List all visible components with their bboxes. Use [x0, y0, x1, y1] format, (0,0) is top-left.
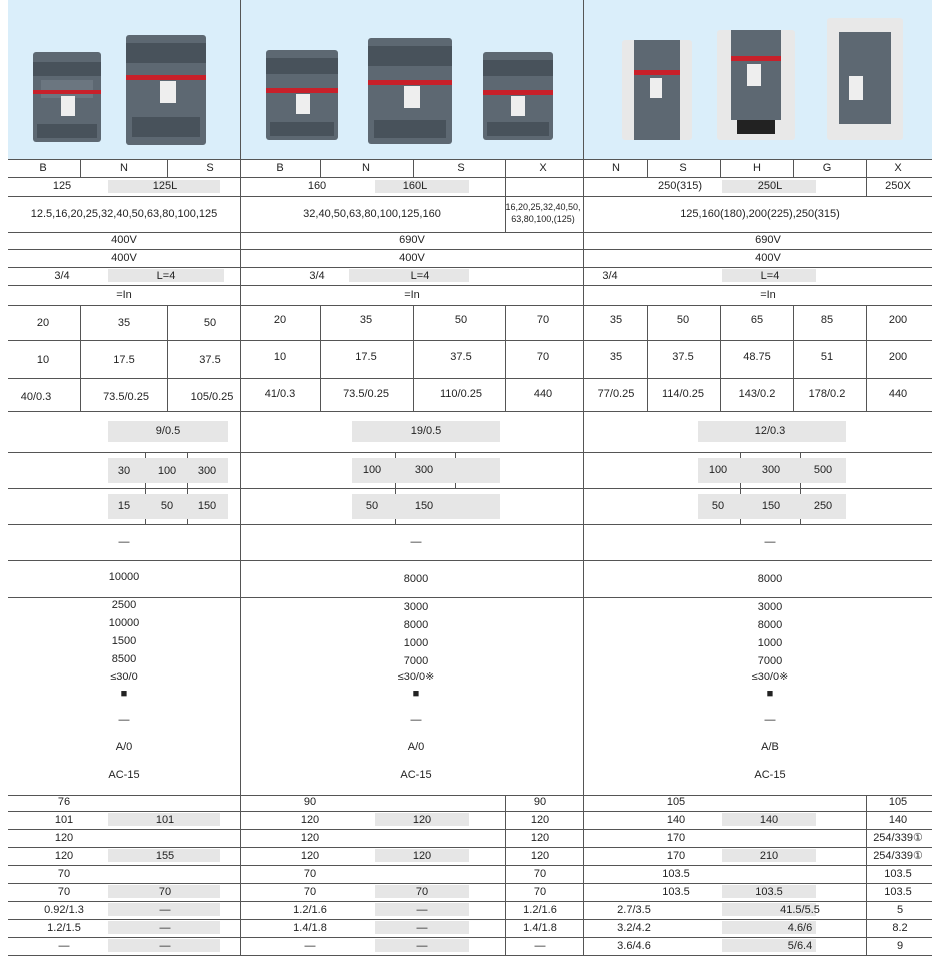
- dimension-value: 1.4/1.8: [523, 922, 557, 934]
- mechanical-life: 8000: [403, 573, 429, 585]
- dimension-value: 210: [759, 850, 779, 862]
- electrical-life: 8000: [403, 619, 429, 631]
- icu-value: 35: [359, 314, 373, 326]
- dash: —: [118, 714, 130, 726]
- rated-current: 250(315): [657, 180, 703, 192]
- dimension-value: 120: [530, 814, 550, 826]
- poles: 3/4: [54, 270, 70, 282]
- ics-value: 37.5: [450, 351, 472, 363]
- row-divider: [8, 811, 932, 812]
- ratio-value: 114/0.25: [661, 388, 705, 400]
- dimension-value: 120: [412, 814, 432, 826]
- time-value: ≤30/0※: [397, 671, 435, 683]
- dimension-value: 41.5/5.5: [780, 904, 820, 916]
- dimension-value: —: [534, 940, 546, 952]
- row-divider: [8, 196, 932, 197]
- dimension-value: 254/339①: [873, 832, 923, 844]
- row-divider: [8, 795, 932, 796]
- electrical-life: 1500: [111, 635, 137, 647]
- option-value: 250: [813, 500, 833, 512]
- poles: 3/4: [309, 270, 325, 282]
- option-value: 150: [414, 500, 434, 512]
- ac-category: AC-15: [400, 769, 432, 781]
- dimension-value: 155: [155, 850, 175, 862]
- product-photo-panel-1: [8, 0, 240, 159]
- short-time: 12/0.3: [754, 425, 786, 437]
- electrical-life: 8000: [757, 619, 783, 631]
- insulation-voltage: 400V: [111, 234, 137, 246]
- insulation-voltage: 690V: [399, 234, 425, 246]
- category: A/0: [407, 741, 425, 753]
- square-icon: ■: [766, 688, 774, 700]
- option-value: 100: [708, 464, 728, 476]
- dimension-value: 120: [300, 850, 320, 862]
- circuit-breaker-image: [584, 0, 932, 159]
- insulation-voltage: 690V: [755, 234, 781, 246]
- column-divider: [80, 159, 81, 177]
- electrical-life: 2500: [111, 599, 137, 611]
- column-header-type: B: [276, 162, 284, 174]
- column-divider: [720, 305, 721, 411]
- dimension-value: 2.7/3.5: [617, 904, 651, 916]
- dimension-value: 70: [415, 886, 429, 898]
- dimension-value: 120: [54, 832, 74, 844]
- row-divider: [8, 267, 932, 268]
- ics-value: 10: [36, 354, 50, 366]
- dimension-value: 120: [54, 850, 74, 862]
- column-divider: [647, 305, 648, 411]
- rated-current: 160L: [402, 180, 428, 192]
- column-divider: [413, 159, 414, 177]
- category: A/B: [761, 741, 779, 753]
- setting: =In: [760, 289, 776, 301]
- rated-current: 250L: [757, 180, 783, 192]
- dimension-value: 1.2/1.5: [47, 922, 81, 934]
- dimension-value: 70: [57, 868, 71, 880]
- column-header-type: G: [822, 162, 832, 174]
- short-time: 19/0.5: [410, 425, 442, 437]
- dash: —: [410, 714, 422, 726]
- ac-category: AC-15: [108, 769, 140, 781]
- column-header-type: B: [39, 162, 47, 174]
- column-header-type: X: [894, 162, 902, 174]
- column-divider: [505, 159, 506, 177]
- ratio-value: 440: [533, 388, 553, 400]
- ics-value: 17.5: [113, 354, 135, 366]
- column-divider: [720, 159, 721, 177]
- option-value: 30: [117, 465, 131, 477]
- rated-current: 125: [52, 180, 72, 192]
- operating-voltage: 400V: [111, 252, 137, 264]
- column-divider: [866, 159, 867, 177]
- dimension-value: 103.5: [662, 886, 690, 898]
- electrical-life: 10000: [108, 617, 140, 629]
- option-value: 100: [362, 464, 382, 476]
- ratio-value: 110/0.25: [439, 388, 483, 400]
- icu-value: 65: [750, 314, 764, 326]
- mechanical-life: 8000: [757, 573, 783, 585]
- dimension-value: 140: [888, 814, 908, 826]
- option-value: 500: [813, 464, 833, 476]
- option-value: 300: [414, 464, 434, 476]
- icu-value: 70: [536, 314, 550, 326]
- dimension-value: 1.2/1.6: [523, 904, 557, 916]
- product-photo-panel-3: [584, 0, 932, 159]
- option-value: 300: [197, 465, 217, 477]
- dimension-value: 5: [896, 904, 904, 916]
- dimension-value: 103.5: [884, 868, 912, 880]
- row-divider: [8, 883, 932, 884]
- dimension-value: 101: [54, 814, 74, 826]
- current-range: 12.5,16,20,25,32,40,50,63,80,100,125: [30, 208, 218, 220]
- time-value: ≤30/0※: [751, 671, 789, 683]
- electrical-life: 3000: [403, 601, 429, 613]
- mechanical-life: 10000: [108, 571, 140, 583]
- product-photo-panel-2: [241, 0, 583, 159]
- column-divider: [793, 305, 794, 411]
- column-divider: [793, 159, 794, 177]
- ics-value: 37.5: [672, 351, 694, 363]
- dimension-value: 103.5: [884, 886, 912, 898]
- ratio-value: 143/0.2: [738, 388, 776, 400]
- dimension-value: 76: [57, 796, 71, 808]
- column-divider: [320, 159, 321, 177]
- ics-value: 10: [273, 351, 287, 363]
- icu-value: 50: [203, 317, 217, 329]
- row-divider: [8, 937, 932, 938]
- column-divider: [167, 159, 168, 177]
- column-header-type: S: [457, 162, 465, 174]
- dimension-value: —: [159, 940, 171, 952]
- time-value: ≤30/0: [110, 671, 138, 683]
- dimension-value: 3.2/4.2: [617, 922, 651, 934]
- ratio-value: 73.5/0.25: [103, 391, 149, 403]
- dimension-value: 1.2/1.6: [293, 904, 327, 916]
- icu-value: 200: [888, 314, 908, 326]
- row-divider: [8, 865, 932, 866]
- dimension-value: 105: [888, 796, 908, 808]
- row-divider: [8, 488, 932, 489]
- poles: L=4: [156, 270, 176, 282]
- dimension-value: 70: [303, 868, 317, 880]
- option-value: 100: [157, 465, 177, 477]
- column-divider: [647, 159, 648, 177]
- shaded-cell: [349, 269, 469, 282]
- ratio-value: 440: [888, 388, 908, 400]
- option-value: 15: [117, 500, 131, 512]
- ratio-value: 41/0.3: [264, 388, 296, 400]
- row-divider: [8, 919, 932, 920]
- square-icon: ■: [120, 688, 128, 700]
- dimension-value: 140: [759, 814, 779, 826]
- operating-voltage: 400V: [755, 252, 781, 264]
- dimension-value: 170: [666, 850, 686, 862]
- dimension-value: 105: [666, 796, 686, 808]
- column-divider: [866, 177, 867, 196]
- dimension-value: 254/339①: [873, 850, 923, 862]
- current-range-x: 63,80,100,(125): [511, 214, 575, 224]
- ics-value: 48.75: [743, 351, 771, 363]
- dash: —: [118, 536, 130, 548]
- icu-value: 20: [273, 314, 287, 326]
- operating-voltage: 400V: [399, 252, 425, 264]
- ics-value: 35: [609, 351, 623, 363]
- column-divider: [505, 305, 506, 411]
- row-divider: [8, 452, 932, 453]
- option-value: 150: [761, 500, 781, 512]
- ics-value: 37.5: [199, 354, 221, 366]
- ics-value: 200: [888, 351, 908, 363]
- row-divider: [8, 829, 932, 830]
- short-time: 9/0.5: [155, 425, 181, 437]
- row-divider: [8, 249, 932, 250]
- dimension-value: 70: [533, 886, 547, 898]
- rated-current: 160: [307, 180, 327, 192]
- dimension-value: 120: [530, 850, 550, 862]
- option-value: 50: [160, 500, 174, 512]
- electrical-life: 7000: [757, 655, 783, 667]
- ics-value: 70: [536, 351, 550, 363]
- row-divider: [8, 524, 932, 525]
- dimension-value: 3.6/4.6: [617, 940, 651, 952]
- setting: =In: [404, 289, 420, 301]
- row-divider: [8, 177, 932, 178]
- dimension-value: 5/6.4: [787, 940, 813, 952]
- icu-value: 20: [36, 317, 50, 329]
- column-divider: [167, 305, 168, 411]
- dimension-value: 103.5: [755, 886, 783, 898]
- row-divider: [8, 847, 932, 848]
- poles: L=4: [760, 270, 780, 282]
- option-value: 300: [761, 464, 781, 476]
- circuit-breaker-image: [241, 0, 583, 159]
- rated-current: 125L: [152, 180, 178, 192]
- rated-current: 250X: [885, 180, 911, 192]
- dimension-value: —: [416, 904, 428, 916]
- dimension-value: 70: [57, 886, 71, 898]
- circuit-breaker-image: [8, 0, 240, 159]
- square-icon: ■: [412, 688, 420, 700]
- option-value: 150: [197, 500, 217, 512]
- dimension-value: 120: [412, 850, 432, 862]
- dash: —: [764, 536, 776, 548]
- ratio-value: 73.5/0.25: [343, 388, 389, 400]
- current-range-x: 16,20,25,32,40,50,: [505, 202, 581, 212]
- column-divider: [413, 305, 414, 411]
- option-value: 50: [365, 500, 379, 512]
- dimension-value: 120: [300, 832, 320, 844]
- column-header-type: S: [679, 162, 687, 174]
- row-divider: [8, 560, 932, 561]
- ratio-value: 178/0.2: [808, 388, 846, 400]
- current-range: 32,40,50,63,80,100,125,160: [303, 208, 441, 220]
- ics-value: 51: [820, 351, 834, 363]
- dimension-value: —: [416, 940, 428, 952]
- dimension-value: 9: [896, 940, 904, 952]
- column-header-type: H: [753, 162, 761, 174]
- dimension-value: 90: [533, 796, 547, 808]
- ratio-value: 77/0.25: [597, 388, 635, 400]
- dash: —: [410, 536, 422, 548]
- row-divider: [8, 901, 932, 902]
- option-value: 50: [711, 500, 725, 512]
- column-divider: [866, 305, 867, 411]
- electrical-life: 1000: [757, 637, 783, 649]
- electrical-life: 7000: [403, 655, 429, 667]
- electrical-life: 3000: [757, 601, 783, 613]
- row-divider: [8, 285, 932, 286]
- dimension-value: 70: [533, 868, 547, 880]
- column-header-type: S: [206, 162, 214, 174]
- dimension-value: 103.5: [662, 868, 690, 880]
- column-divider: [320, 305, 321, 411]
- icu-value: 35: [609, 314, 623, 326]
- column-header-type: N: [362, 162, 370, 174]
- icu-value: 50: [454, 314, 468, 326]
- column-divider: [505, 795, 506, 955]
- dimension-value: 101: [155, 814, 175, 826]
- dimension-value: 90: [303, 796, 317, 808]
- column-divider: [866, 795, 867, 955]
- column-header-type: N: [120, 162, 128, 174]
- row-divider: [8, 597, 932, 598]
- electrical-life: 8500: [111, 653, 137, 665]
- dimension-value: 0.92/1.3: [44, 904, 84, 916]
- dimension-value: —: [58, 940, 70, 952]
- poles: L=4: [410, 270, 430, 282]
- setting: =In: [116, 289, 132, 301]
- dimension-value: 120: [300, 814, 320, 826]
- ics-value: 17.5: [355, 351, 377, 363]
- dimension-value: 120: [530, 832, 550, 844]
- poles: 3/4: [602, 270, 618, 282]
- dimension-value: 1.4/1.8: [293, 922, 327, 934]
- column-divider: [80, 305, 81, 411]
- dimension-value: 140: [666, 814, 686, 826]
- dimension-value: 4.6/6: [787, 922, 813, 934]
- column-header-type: X: [539, 162, 547, 174]
- ratio-value: 40/0.3: [20, 391, 52, 403]
- row-divider: [8, 411, 932, 412]
- dimension-value: 70: [158, 886, 172, 898]
- dimension-value: —: [159, 922, 171, 934]
- dimension-value: 70: [303, 886, 317, 898]
- dimension-value: —: [304, 940, 316, 952]
- icu-value: 35: [117, 317, 131, 329]
- dimension-value: 8.2: [892, 922, 908, 934]
- icu-value: 85: [820, 314, 834, 326]
- dimension-value: —: [416, 922, 428, 934]
- dash: —: [764, 714, 776, 726]
- dimension-value: —: [159, 904, 171, 916]
- row-divider: [8, 232, 932, 233]
- row-divider: [8, 955, 932, 956]
- icu-value: 50: [676, 314, 690, 326]
- current-range: 125,160(180),200(225),250(315): [680, 208, 840, 220]
- ratio-value: 105/0.25: [190, 391, 234, 403]
- category: A/0: [115, 741, 133, 753]
- electrical-life: 1000: [403, 637, 429, 649]
- ac-category: AC-15: [754, 769, 786, 781]
- dimension-value: 170: [666, 832, 686, 844]
- column-header-type: N: [612, 162, 620, 174]
